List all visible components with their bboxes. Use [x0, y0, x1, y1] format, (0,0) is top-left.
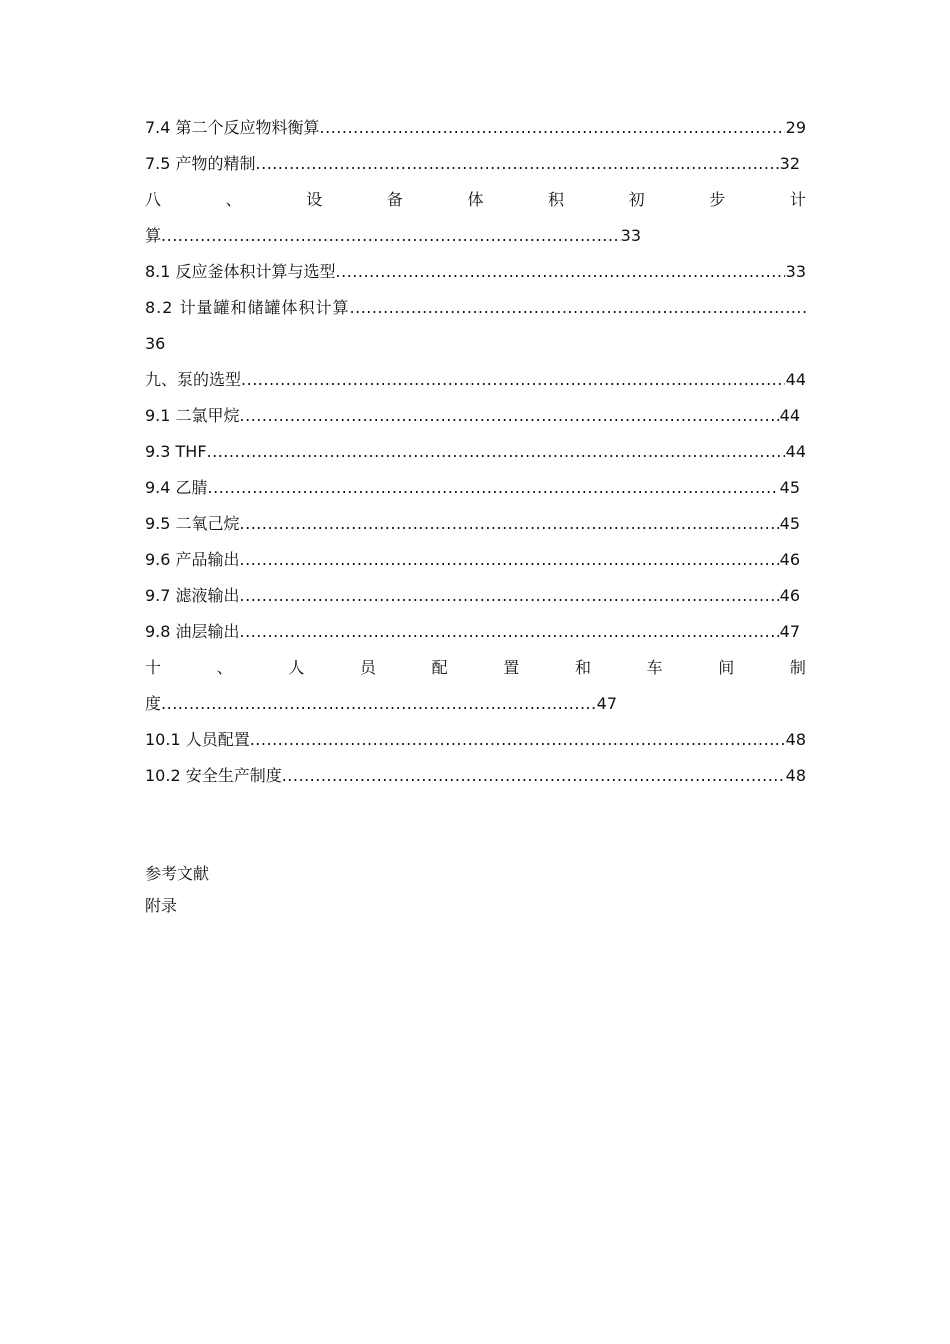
- toc-entry-label: 9.5 二氧己烷: [145, 514, 240, 533]
- toc-page-number: 47: [779, 622, 800, 641]
- toc-entry-label: 9.4 乙腈: [145, 478, 208, 497]
- leader-dots: [336, 254, 785, 290]
- leader-dots: [240, 578, 779, 614]
- toc-entry[interactable]: [145, 398, 800, 434]
- toc-page-number: 44: [785, 370, 806, 389]
- toc-page-number: 33: [620, 226, 641, 245]
- heading-char: 步: [709, 190, 726, 209]
- toc-entry[interactable]: [145, 110, 806, 146]
- leader-dots: [282, 758, 785, 794]
- toc-entry-label: 度: [145, 694, 162, 713]
- toc-entry-label: 9.1 二氯甲烷: [145, 406, 240, 425]
- heading-char: 和: [574, 658, 591, 677]
- toc-chapter-heading-line[interactable]: [145, 182, 806, 218]
- toc-entry[interactable]: [145, 362, 806, 398]
- toc-page-number: 47: [596, 694, 617, 713]
- heading-char: 配: [431, 658, 448, 677]
- leader-dots: [161, 218, 621, 254]
- leader-dots: [240, 614, 779, 650]
- heading-char: 置: [503, 658, 520, 677]
- heading-char: 员: [359, 658, 376, 677]
- toc-entry[interactable]: [145, 578, 800, 614]
- table-of-contents: [145, 110, 806, 794]
- back-matter: [145, 858, 209, 922]
- toc-entry-label: 8.2 计量罐和储罐体积计算: [145, 298, 350, 317]
- leader-dots: [350, 290, 806, 326]
- heading-char: 人: [288, 658, 305, 677]
- toc-chapter-continuation[interactable]: [145, 218, 806, 254]
- toc-entry-label: 9.3 THF: [145, 442, 207, 461]
- heading-char: 间: [718, 658, 735, 677]
- leader-dots: [207, 434, 785, 470]
- leader-dots: [240, 398, 779, 434]
- toc-chapter-heading-line[interactable]: [145, 650, 806, 686]
- heading-char: 备: [386, 190, 403, 209]
- toc-entry[interactable]: [145, 434, 806, 470]
- toc-page-number: 48: [785, 730, 806, 749]
- toc-page-number: 44: [779, 406, 800, 425]
- heading-char: 初: [628, 190, 645, 209]
- leader-dots: [161, 686, 597, 722]
- leader-dots: [240, 506, 779, 542]
- toc-entry-label: 9.8 油层输出: [145, 622, 240, 641]
- toc-entry-label: 九、泵的选型: [145, 370, 242, 389]
- toc-entry[interactable]: [145, 722, 806, 758]
- references-heading[interactable]: 参考文献: [145, 864, 210, 883]
- toc-entry-label: 10.1 人员配置: [145, 730, 250, 749]
- toc-entry[interactable]: [145, 290, 806, 326]
- leader-dots: [208, 470, 779, 506]
- toc-page-number: 44: [785, 442, 806, 461]
- heading-char: 设: [306, 190, 323, 209]
- toc-page-number: 32: [779, 154, 800, 173]
- heading-char: 制: [789, 658, 806, 677]
- appendix-heading[interactable]: 附录: [145, 896, 178, 915]
- toc-entry[interactable]: [145, 542, 800, 578]
- toc-page-number: 29: [785, 118, 806, 137]
- toc-entry[interactable]: [145, 470, 800, 506]
- toc-entry-label: 算: [145, 226, 162, 245]
- toc-page-number: 46: [779, 586, 800, 605]
- heading-char: 八: [145, 190, 162, 209]
- toc-entry-label: 9.7 滤液输出: [145, 586, 240, 605]
- toc-entry[interactable]: [145, 614, 800, 650]
- toc-entry[interactable]: [145, 146, 800, 182]
- heading-char: 体: [467, 190, 484, 209]
- toc-entry-label: 7.4 第二个反应物料衡算: [145, 118, 320, 137]
- leader-dots: [320, 110, 785, 146]
- toc-page-number: 46: [779, 550, 800, 569]
- heading-char: 十: [145, 658, 162, 677]
- heading-char: 、: [225, 190, 242, 209]
- toc-entry[interactable]: [145, 758, 806, 794]
- toc-continuation-line: [145, 686, 617, 722]
- heading-char: 计: [789, 190, 806, 209]
- toc-page-number-line: [145, 326, 806, 362]
- toc-entry[interactable]: [145, 254, 806, 290]
- leader-dots: [250, 722, 785, 758]
- toc-entry-label: 7.5 产物的精制: [145, 154, 256, 173]
- leader-dots: [240, 542, 779, 578]
- toc-continuation-line: [145, 218, 641, 254]
- heading-char: 积: [548, 190, 565, 209]
- toc-page-number: 48: [785, 766, 806, 785]
- leader-dots: [241, 362, 785, 398]
- leader-dots: [256, 146, 779, 182]
- toc-entry-label: 10.2 安全生产制度: [145, 766, 282, 785]
- toc-page-number: 33: [785, 262, 806, 281]
- toc-page-number: 36: [145, 334, 166, 353]
- toc-entry-label: 8.1 反应釜体积计算与选型: [145, 262, 336, 281]
- heading-char: 车: [646, 658, 663, 677]
- toc-page-number: 45: [779, 478, 800, 497]
- toc-page-number: 45: [779, 514, 800, 533]
- toc-entry[interactable]: [145, 506, 800, 542]
- toc-chapter-continuation[interactable]: [145, 686, 806, 722]
- toc-entry-label: 9.6 产品输出: [145, 550, 240, 569]
- heading-char: 、: [216, 658, 233, 677]
